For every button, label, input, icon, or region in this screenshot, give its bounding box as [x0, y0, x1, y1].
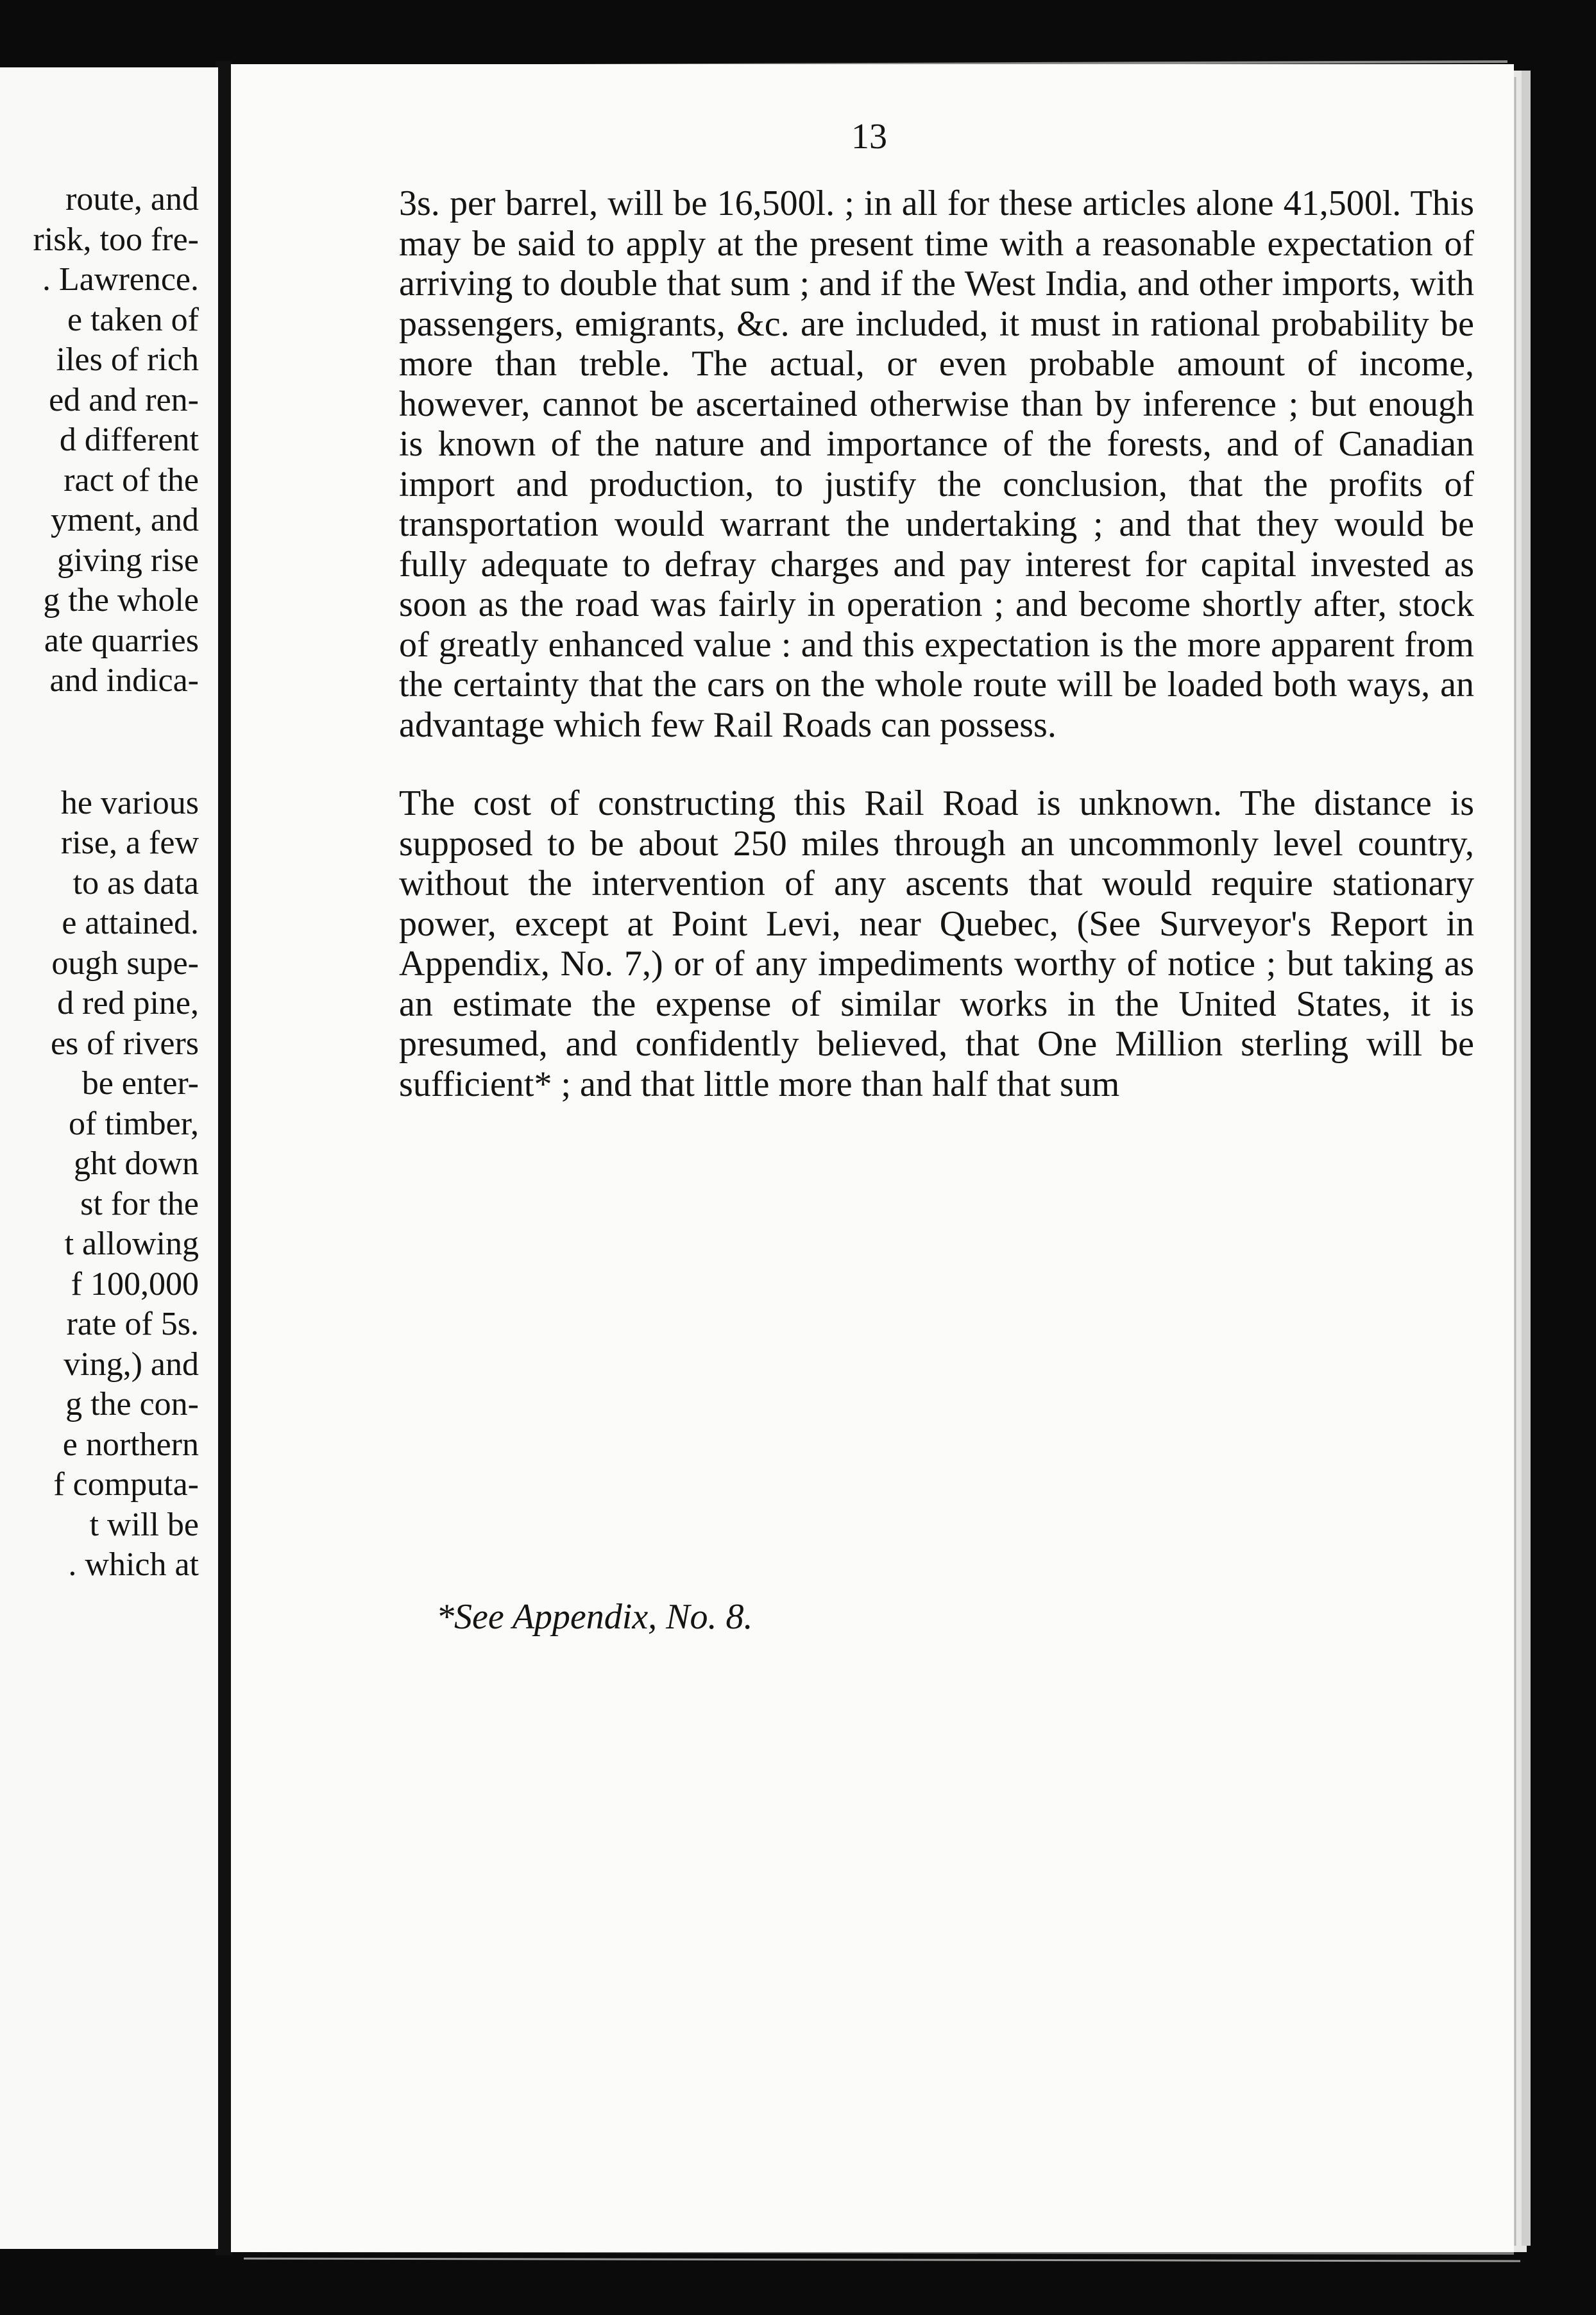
text-line: route, and [65, 181, 199, 218]
text-line: e northern [62, 1426, 199, 1463]
text-line: ght down [74, 1145, 199, 1182]
book-page [231, 64, 1514, 2252]
text-line: ving,) and [64, 1345, 199, 1383]
text-line: and indica- [49, 662, 199, 699]
text-line: yment, and [50, 502, 199, 538]
text-line: ate quarries [44, 622, 199, 659]
previous-page-fragment [0, 67, 218, 2249]
paragraph: 3s. per barrel, will be 16,500l. ; in all for these articles alone 41,500l. This may be said to apply at the present time with a reasonable expectation of arriving to double that sum ; and if the West India, and other imports, with passengers, emigrants, &c. are included, it must in rational probability be more than treble. The actual, or even probable amount of income, however, cannot be ascertained otherwise than by inference ; but enough is known of the nature and importance of the forests, and of Canadian import and production, to justify the conclusion, that the profits of transportation would warrant the undertaking ; and that they would be fully adequate to defray charges and pay interest for capital invested as soon as the road was fairly in operation ; and become shortly after, stock of greatly enhanced value : and this expectation is the more apparent from the certainty that the cars on the whole route will be loaded both ways, an advantage which few Rail Roads can possess. [399, 184, 1474, 745]
footnote-text: *See Appendix, No. 8. [436, 1597, 753, 1637]
text-line: . Lawrence. [42, 261, 199, 298]
paragraph: The cost of constructing this Rail Road is unknown. The distance is supposed to be about 250 miles through an uncommonly level country, without the intervention of any ascents that would require stationary power, except at Point Levi, near Quebec, (See Surveyor's Report in Appendix, No. 7,) or of any impediments worthy of notice ; but taking as an estimate the expense of similar works in the United States, it is presumed, and confidently believed, that One Million sterling will be sufficient* ; and that little more than half that sum [399, 783, 1474, 1104]
text-line: rise, a few [60, 824, 199, 861]
text-line: iles of rich [56, 341, 199, 378]
text-line: be enter- [81, 1065, 199, 1102]
text-line: ough supe- [51, 944, 199, 982]
text-line: f computa- [53, 1466, 199, 1503]
text-line: f 100,000 [71, 1265, 199, 1303]
text-line: t will be [89, 1506, 199, 1543]
text-line: risk, too fre- [33, 221, 199, 258]
text-line: d different [59, 422, 199, 458]
text-line: e taken of [67, 301, 199, 338]
text-line: . which at [68, 1546, 199, 1583]
text-line: giving rise [57, 542, 199, 579]
text-line: g the con- [65, 1386, 199, 1422]
text-line: ed and ren- [49, 381, 199, 418]
text-line: t allowing [64, 1226, 199, 1262]
previous-page-text [0, 180, 199, 1585]
text-line: of timber, [69, 1105, 199, 1142]
text-line: d red pine, [57, 985, 199, 1021]
text-line: e attained. [62, 905, 199, 941]
page-number: 13 [851, 117, 887, 157]
text-line: rate of 5s. [66, 1306, 199, 1342]
text-line: ract of the [64, 461, 199, 499]
text-line: g the whole [43, 582, 199, 619]
text-line: he various [60, 784, 199, 821]
text-line: to as data [72, 864, 199, 901]
text-line: es of rivers [50, 1025, 199, 1062]
footnote [436, 1596, 1206, 1637]
text-line: st for the [80, 1185, 199, 1222]
body-text [399, 184, 1474, 1104]
